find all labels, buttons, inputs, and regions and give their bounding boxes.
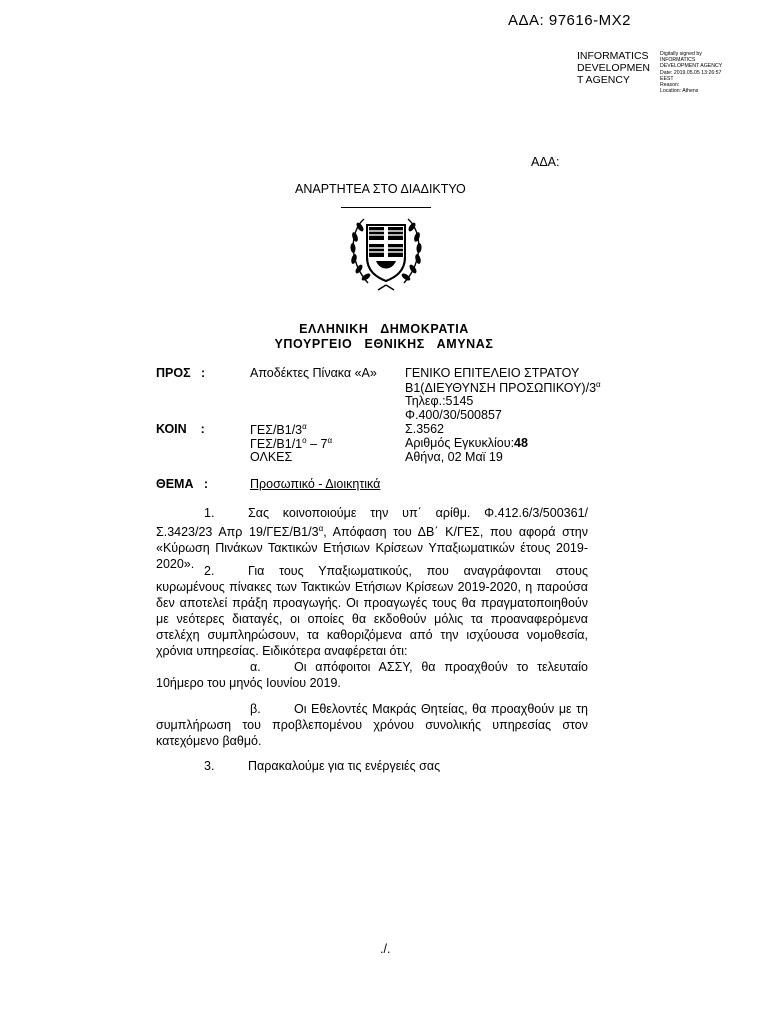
signature-detail-line: Date: 2019.05.05 13:26:57 (660, 69, 722, 76)
protocol-number: Σ.3562 (405, 422, 445, 436)
signature-org-line: DEVELOPMEN (577, 62, 650, 74)
signature-detail-line: Reason: (660, 82, 680, 89)
superscript: ο (302, 436, 307, 445)
koin-value: ΓΕΣ/Β1/1 (250, 437, 303, 452)
signature-detail-line: INFORMATICS (660, 57, 696, 64)
koin-value: – 7 (306, 437, 328, 452)
paragraph-text: Παρακαλούμε για τις ενέργειές σας (248, 759, 441, 773)
paragraph-text: Οι απόφοιτοι ΑΣΣΥ, θα προαχθούν το τελευταίο 10ήμερο του μηνός Ιουνίου 2019. (156, 660, 588, 690)
subject-label: ΘΕΜΑ : (156, 477, 209, 491)
subject-value: Προσωπικό - Διοικητικά (250, 477, 381, 491)
paragraph-text: , Απόφαση του ΔΒ΄ Κ/ΓΕΣ, που αφορά στην «Κύρωση Πινάκων Τακτικών Ετήσιων Κρίσεων Υπαξιωματικών έτους 2019-2020». (156, 525, 588, 572)
signature-detail-line: Digitally signed by (660, 51, 702, 57)
paragraph-text: Για τους Υπαξιωματικούς, που αναγράφονται στους κυρωμένους πίνακες των Τακτικών Ετήσιων Κρίσεων 2019-2020, η παρούσα δεν αποτελεί πράξη προαγωγής. Οι προαγωγές τους θα πραγματοποιηθούν με νεότερες διαταγές, οι οποίες θα εκδοθούν μόλις τα προαναφερόμενα στελέχη συμπληρώσουν, τα καθοριζόμενα από την ισχύουσα νομοθεσία, χρόνια υπηρεσίας. Ειδικότερα αναφέρεται ότι: (156, 564, 588, 658)
signature-detail-line: EEST (660, 75, 674, 82)
paragraph-2b (156, 701, 588, 749)
sender-line: ΓΕΝΙΚΟ ΕΠΙΤΕΛΕΙΟ ΣΤΡΑΤΟΥ (405, 366, 580, 380)
sender-line (405, 380, 601, 395)
koin-label: ΚΟΙΝ : (156, 422, 205, 436)
file-number: Φ.400/30/500857 (405, 408, 502, 422)
ada-header: ΑΔΑ: 97616-ΜΧ2 (508, 12, 631, 29)
place-date: Αθήνα, 02 Μαϊ 19 (405, 450, 503, 464)
circular-number: 48 (514, 436, 528, 450)
publish-online-note: ΑΝΑΡΤΗΤΕΑ ΣΤΟ ΔΙΑΔΙΚΤΥΟ (295, 182, 466, 196)
circular-number-line (405, 436, 528, 450)
sender-phone: Τηλεφ.:5145 (405, 394, 474, 408)
circular-label: Αριθμός Εγκυκλίου: (405, 436, 515, 450)
signature-org-line: INFORMATICS (577, 50, 649, 62)
paragraph-3 (156, 758, 588, 774)
paragraph-2a (156, 659, 588, 691)
superscript: α (327, 436, 333, 445)
ada-label: ΑΔΑ: (531, 155, 560, 169)
paragraph-number: α. (250, 660, 261, 674)
digital-signature-details (660, 51, 740, 94)
signature-detail-line: Location: Athens (660, 88, 699, 95)
superscript: α (596, 380, 601, 389)
paragraph-text: Σας κοινοποιούμε την υπ΄ αρίθμ. Φ.412.6/3/500361/Σ.3423/23 Απρ 19/ΓΕΣ/Β1/3 (156, 506, 588, 540)
signature-detail-line: DEVELOPMENT AGENCY (660, 63, 723, 70)
signature-org-line: T AGENCY (577, 74, 630, 86)
signature-organization (577, 50, 657, 86)
to-value: Αποδέκτες Πίνακα «Α» (250, 366, 377, 380)
to-label: ΠΡΟΣ : (156, 366, 206, 380)
greek-coat-of-arms-emblem (340, 205, 432, 297)
koin-line (250, 436, 332, 451)
ministry-heading: ΥΠΟΥΡΓΕΙΟ ΕΘΝΙΚΗΣ ΑΜΥΝΑΣ (274, 337, 494, 351)
paragraph-number: 3. (204, 759, 215, 773)
republic-heading: ΕΛΛΗΝΙΚΗ ΔΗΜΟΚΡΑΤΙΑ (299, 322, 469, 336)
sender-department: Β1(ΔΙΕΥΘΥΝΣΗ ΠΡΟΣΩΠΙΚΟΥ)/3 (405, 381, 597, 396)
superscript: α (318, 524, 324, 533)
koin-value: ΓΕΣ/Β1/3 (250, 423, 303, 438)
continuation-mark: ./. (380, 942, 391, 956)
paragraph-2 (156, 563, 588, 659)
paragraph-number: 1. (204, 506, 215, 520)
paragraph-number: 2. (204, 564, 215, 578)
koin-value: ΟΛΚΕΣ (250, 450, 293, 464)
paragraph-number: β. (250, 702, 261, 716)
paragraph-text: Οι Εθελοντές Μακράς Θητείας, θα προαχθούν με τη συμπλήρωση του προβλεπομένου χρόνου συνολικής υπηρεσίας στον κατεχόμενο βαθμό. (156, 702, 588, 748)
superscript: α (302, 422, 307, 431)
koin-line (250, 422, 307, 437)
